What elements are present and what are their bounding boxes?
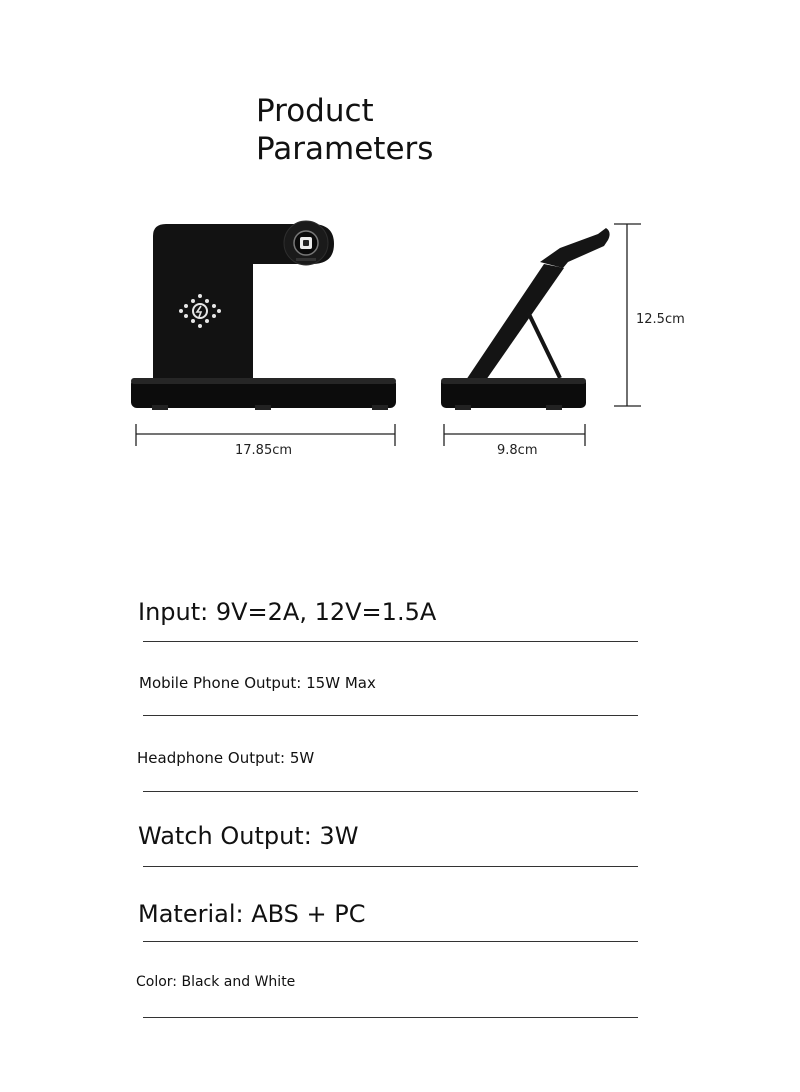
charger-side-view xyxy=(441,228,610,410)
spec-headphone-output: Headphone Output: 5W xyxy=(137,749,315,767)
page-title xyxy=(256,92,433,168)
title-line-2: Parameters xyxy=(256,131,434,167)
title-line-1: Product xyxy=(256,93,374,129)
divider xyxy=(143,715,638,716)
spec-watch-output: Watch Output: 3W xyxy=(138,822,359,850)
divider xyxy=(143,866,638,867)
width-dimension-label: 17.85cm xyxy=(235,443,293,458)
divider xyxy=(143,791,638,792)
divider xyxy=(143,941,638,942)
depth-dimension-label: 9.8cm xyxy=(497,443,538,458)
divider xyxy=(143,641,638,642)
spec-material: Material: ABS + PC xyxy=(138,900,366,928)
product-dimension-figure xyxy=(0,200,800,470)
spec-color: Color: Black and White xyxy=(136,974,296,990)
spec-phone-output: Mobile Phone Output: 15W Max xyxy=(139,674,376,692)
height-dimension-label: 12.5cm xyxy=(636,312,685,327)
spec-input: Input: 9V=2A, 12V=1.5A xyxy=(138,598,437,626)
divider xyxy=(143,1017,638,1018)
charger-front-view xyxy=(131,221,396,410)
